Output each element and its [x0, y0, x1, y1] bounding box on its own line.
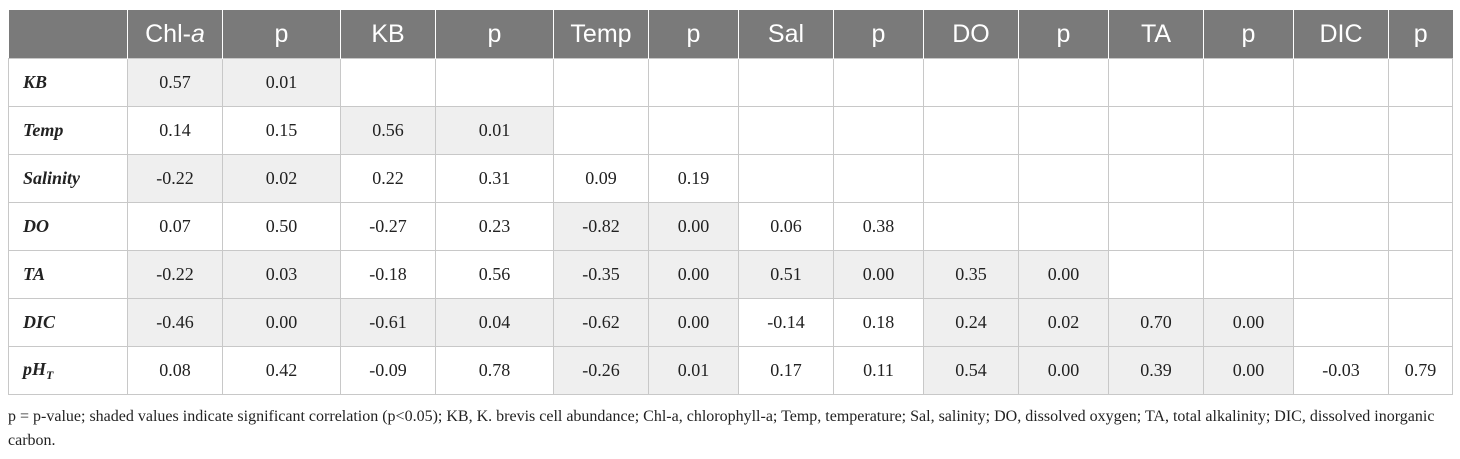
- table-row: [9, 203, 1453, 251]
- p-value-cell: [1204, 155, 1294, 203]
- p-value-cell: 0.79: [1389, 347, 1453, 395]
- p-value-cell: 0.01: [223, 59, 341, 107]
- correlation-cell: [924, 155, 1019, 203]
- p-value-cell: 0.00: [649, 251, 739, 299]
- row-header-label: DIC: [23, 312, 56, 332]
- correlation-cell: [924, 107, 1019, 155]
- p-value-cell: [1389, 251, 1453, 299]
- p-value-cell: 0.00: [1019, 251, 1109, 299]
- p-value-cell: 0.42: [223, 347, 341, 395]
- row-header-label: Temp: [23, 120, 64, 140]
- correlation-cell: [924, 59, 1019, 107]
- column-header: [924, 10, 1019, 59]
- p-value-cell: [834, 107, 924, 155]
- table-footnote: p = p-value; shaded values indicate significant correlation (p<0.05); KB, K. brevis cell abundance; Chl-a, chlorophyll-a; Temp, temperature; Sal, salinity; DO, dissolved oxygen; TA, total alkalinity; DIC, dissolved inorganic carbon.: [8, 408, 1435, 449]
- p-value-cell: 0.31: [436, 155, 554, 203]
- correlation-cell: [554, 107, 649, 155]
- correlation-cell: [1294, 107, 1389, 155]
- row-header-label: pH: [23, 358, 47, 379]
- p-value-cell: 0.00: [649, 299, 739, 347]
- correlation-cell: 0.57: [128, 59, 223, 107]
- correlation-cell: [554, 59, 649, 107]
- correlation-cell: -0.82: [554, 203, 649, 251]
- correlation-cell: 0.35: [924, 251, 1019, 299]
- table-row: [9, 107, 1453, 155]
- column-header-label: p: [1413, 19, 1428, 48]
- correlation-cell: 0.39: [1109, 347, 1204, 395]
- correlation-cell: 0.70: [1109, 299, 1204, 347]
- correlation-cell: [739, 59, 834, 107]
- column-header: [1019, 10, 1109, 59]
- p-value-cell: [649, 59, 739, 107]
- table-header-row: [9, 10, 1453, 59]
- correlation-cell: [924, 203, 1019, 251]
- correlation-cell: [1294, 155, 1389, 203]
- correlation-cell: 0.09: [554, 155, 649, 203]
- correlation-cell: -0.35: [554, 251, 649, 299]
- correlation-cell: -0.22: [128, 251, 223, 299]
- column-header: [341, 10, 436, 59]
- correlation-table-container: [8, 10, 1452, 395]
- correlation-cell: -0.03: [1294, 347, 1389, 395]
- correlation-cell: [1294, 203, 1389, 251]
- correlation-cell: 0.24: [924, 299, 1019, 347]
- row-header-subscript: T: [46, 367, 54, 382]
- p-value-cell: [1019, 107, 1109, 155]
- correlation-cell: -0.46: [128, 299, 223, 347]
- p-value-cell: [436, 59, 554, 107]
- row-header: [9, 155, 128, 203]
- column-header-label: p: [1056, 19, 1071, 48]
- correlation-cell: -0.61: [341, 299, 436, 347]
- column-header-label: p: [274, 19, 289, 48]
- correlation-cell: [1294, 59, 1389, 107]
- column-header: [554, 10, 649, 59]
- p-value-cell: 0.00: [1204, 299, 1294, 347]
- column-header-label: DIC: [1319, 19, 1363, 48]
- p-value-cell: 0.38: [834, 203, 924, 251]
- table-body: [9, 59, 1453, 395]
- column-header: [436, 10, 554, 59]
- column-header-label: TA: [1140, 19, 1172, 48]
- row-header: [9, 203, 128, 251]
- header-corner-cell: [9, 10, 128, 59]
- correlation-cell: -0.22: [128, 155, 223, 203]
- p-value-cell: [1389, 299, 1453, 347]
- correlation-cell: 0.51: [739, 251, 834, 299]
- correlation-cell: 0.54: [924, 347, 1019, 395]
- column-header-label: p: [686, 19, 701, 48]
- correlation-cell: [1109, 203, 1204, 251]
- correlation-cell: [1109, 155, 1204, 203]
- column-header: [1109, 10, 1204, 59]
- p-value-cell: 0.02: [1019, 299, 1109, 347]
- column-header-label: Chl-: [145, 19, 191, 48]
- correlation-cell: 0.56: [341, 107, 436, 155]
- p-value-cell: [1204, 251, 1294, 299]
- p-value-cell: [1389, 59, 1453, 107]
- column-header-label: p: [487, 19, 502, 48]
- p-value-cell: 0.00: [1019, 347, 1109, 395]
- table-row: [9, 59, 1453, 107]
- column-header-label: p: [1241, 19, 1256, 48]
- p-value-cell: 0.00: [649, 203, 739, 251]
- correlation-cell: 0.07: [128, 203, 223, 251]
- p-value-cell: [1204, 59, 1294, 107]
- p-value-cell: [1389, 203, 1453, 251]
- correlation-cell: 0.14: [128, 107, 223, 155]
- correlation-cell: [1109, 251, 1204, 299]
- correlation-cell: [739, 155, 834, 203]
- correlation-cell: [1294, 251, 1389, 299]
- row-header: [9, 347, 128, 395]
- p-value-cell: 0.56: [436, 251, 554, 299]
- correlation-cell: 0.08: [128, 347, 223, 395]
- column-header: [223, 10, 341, 59]
- p-value-cell: 0.11: [834, 347, 924, 395]
- column-header-label: KB: [371, 19, 405, 48]
- p-value-cell: [1389, 107, 1453, 155]
- correlation-cell: -0.26: [554, 347, 649, 395]
- p-value-cell: [1389, 155, 1453, 203]
- column-header: [1389, 10, 1453, 59]
- p-value-cell: 0.03: [223, 251, 341, 299]
- correlation-cell: [1109, 59, 1204, 107]
- column-header-label: Sal: [767, 19, 805, 48]
- correlation-cell: [739, 107, 834, 155]
- row-header: [9, 107, 128, 155]
- column-header-italic: a: [190, 19, 205, 48]
- column-header-label: DO: [952, 19, 990, 48]
- p-value-cell: [1204, 107, 1294, 155]
- column-header-label: p: [871, 19, 886, 48]
- row-header: [9, 299, 128, 347]
- p-value-cell: 0.00: [834, 251, 924, 299]
- p-value-cell: 0.78: [436, 347, 554, 395]
- correlation-cell: [1109, 107, 1204, 155]
- table-row: [9, 299, 1453, 347]
- correlation-cell: -0.18: [341, 251, 436, 299]
- row-header-label: Salinity: [23, 168, 81, 188]
- p-value-cell: 0.15: [223, 107, 341, 155]
- p-value-cell: 0.23: [436, 203, 554, 251]
- column-header: [1204, 10, 1294, 59]
- column-header: [649, 10, 739, 59]
- row-header-label: KB: [23, 72, 48, 92]
- p-value-cell: 0.00: [223, 299, 341, 347]
- correlation-table: [8, 10, 1453, 395]
- correlation-cell: -0.62: [554, 299, 649, 347]
- correlation-cell: [1294, 299, 1389, 347]
- correlation-cell: -0.09: [341, 347, 436, 395]
- column-header: [739, 10, 834, 59]
- row-header-label: DO: [23, 216, 49, 236]
- correlation-cell: -0.14: [739, 299, 834, 347]
- p-value-cell: 0.18: [834, 299, 924, 347]
- p-value-cell: [1204, 203, 1294, 251]
- correlation-cell: 0.22: [341, 155, 436, 203]
- row-header: [9, 251, 128, 299]
- p-value-cell: [649, 107, 739, 155]
- p-value-cell: 0.01: [649, 347, 739, 395]
- p-value-cell: 0.04: [436, 299, 554, 347]
- p-value-cell: 0.01: [436, 107, 554, 155]
- table-row: [9, 155, 1453, 203]
- correlation-cell: [341, 59, 436, 107]
- p-value-cell: 0.19: [649, 155, 739, 203]
- p-value-cell: [834, 59, 924, 107]
- column-header-label: Temp: [570, 19, 632, 48]
- correlation-cell: -0.27: [341, 203, 436, 251]
- correlation-cell: 0.17: [739, 347, 834, 395]
- column-header: [1294, 10, 1389, 59]
- p-value-cell: [1019, 59, 1109, 107]
- p-value-cell: 0.50: [223, 203, 341, 251]
- row-header: [9, 59, 128, 107]
- correlation-cell: 0.06: [739, 203, 834, 251]
- table-row: [9, 347, 1453, 395]
- row-header-label: TA: [23, 264, 46, 284]
- p-value-cell: [1019, 155, 1109, 203]
- table-row: [9, 251, 1453, 299]
- column-header: [834, 10, 924, 59]
- p-value-cell: 0.00: [1204, 347, 1294, 395]
- p-value-cell: [834, 155, 924, 203]
- column-header: [128, 10, 223, 59]
- p-value-cell: 0.02: [223, 155, 341, 203]
- p-value-cell: [1019, 203, 1109, 251]
